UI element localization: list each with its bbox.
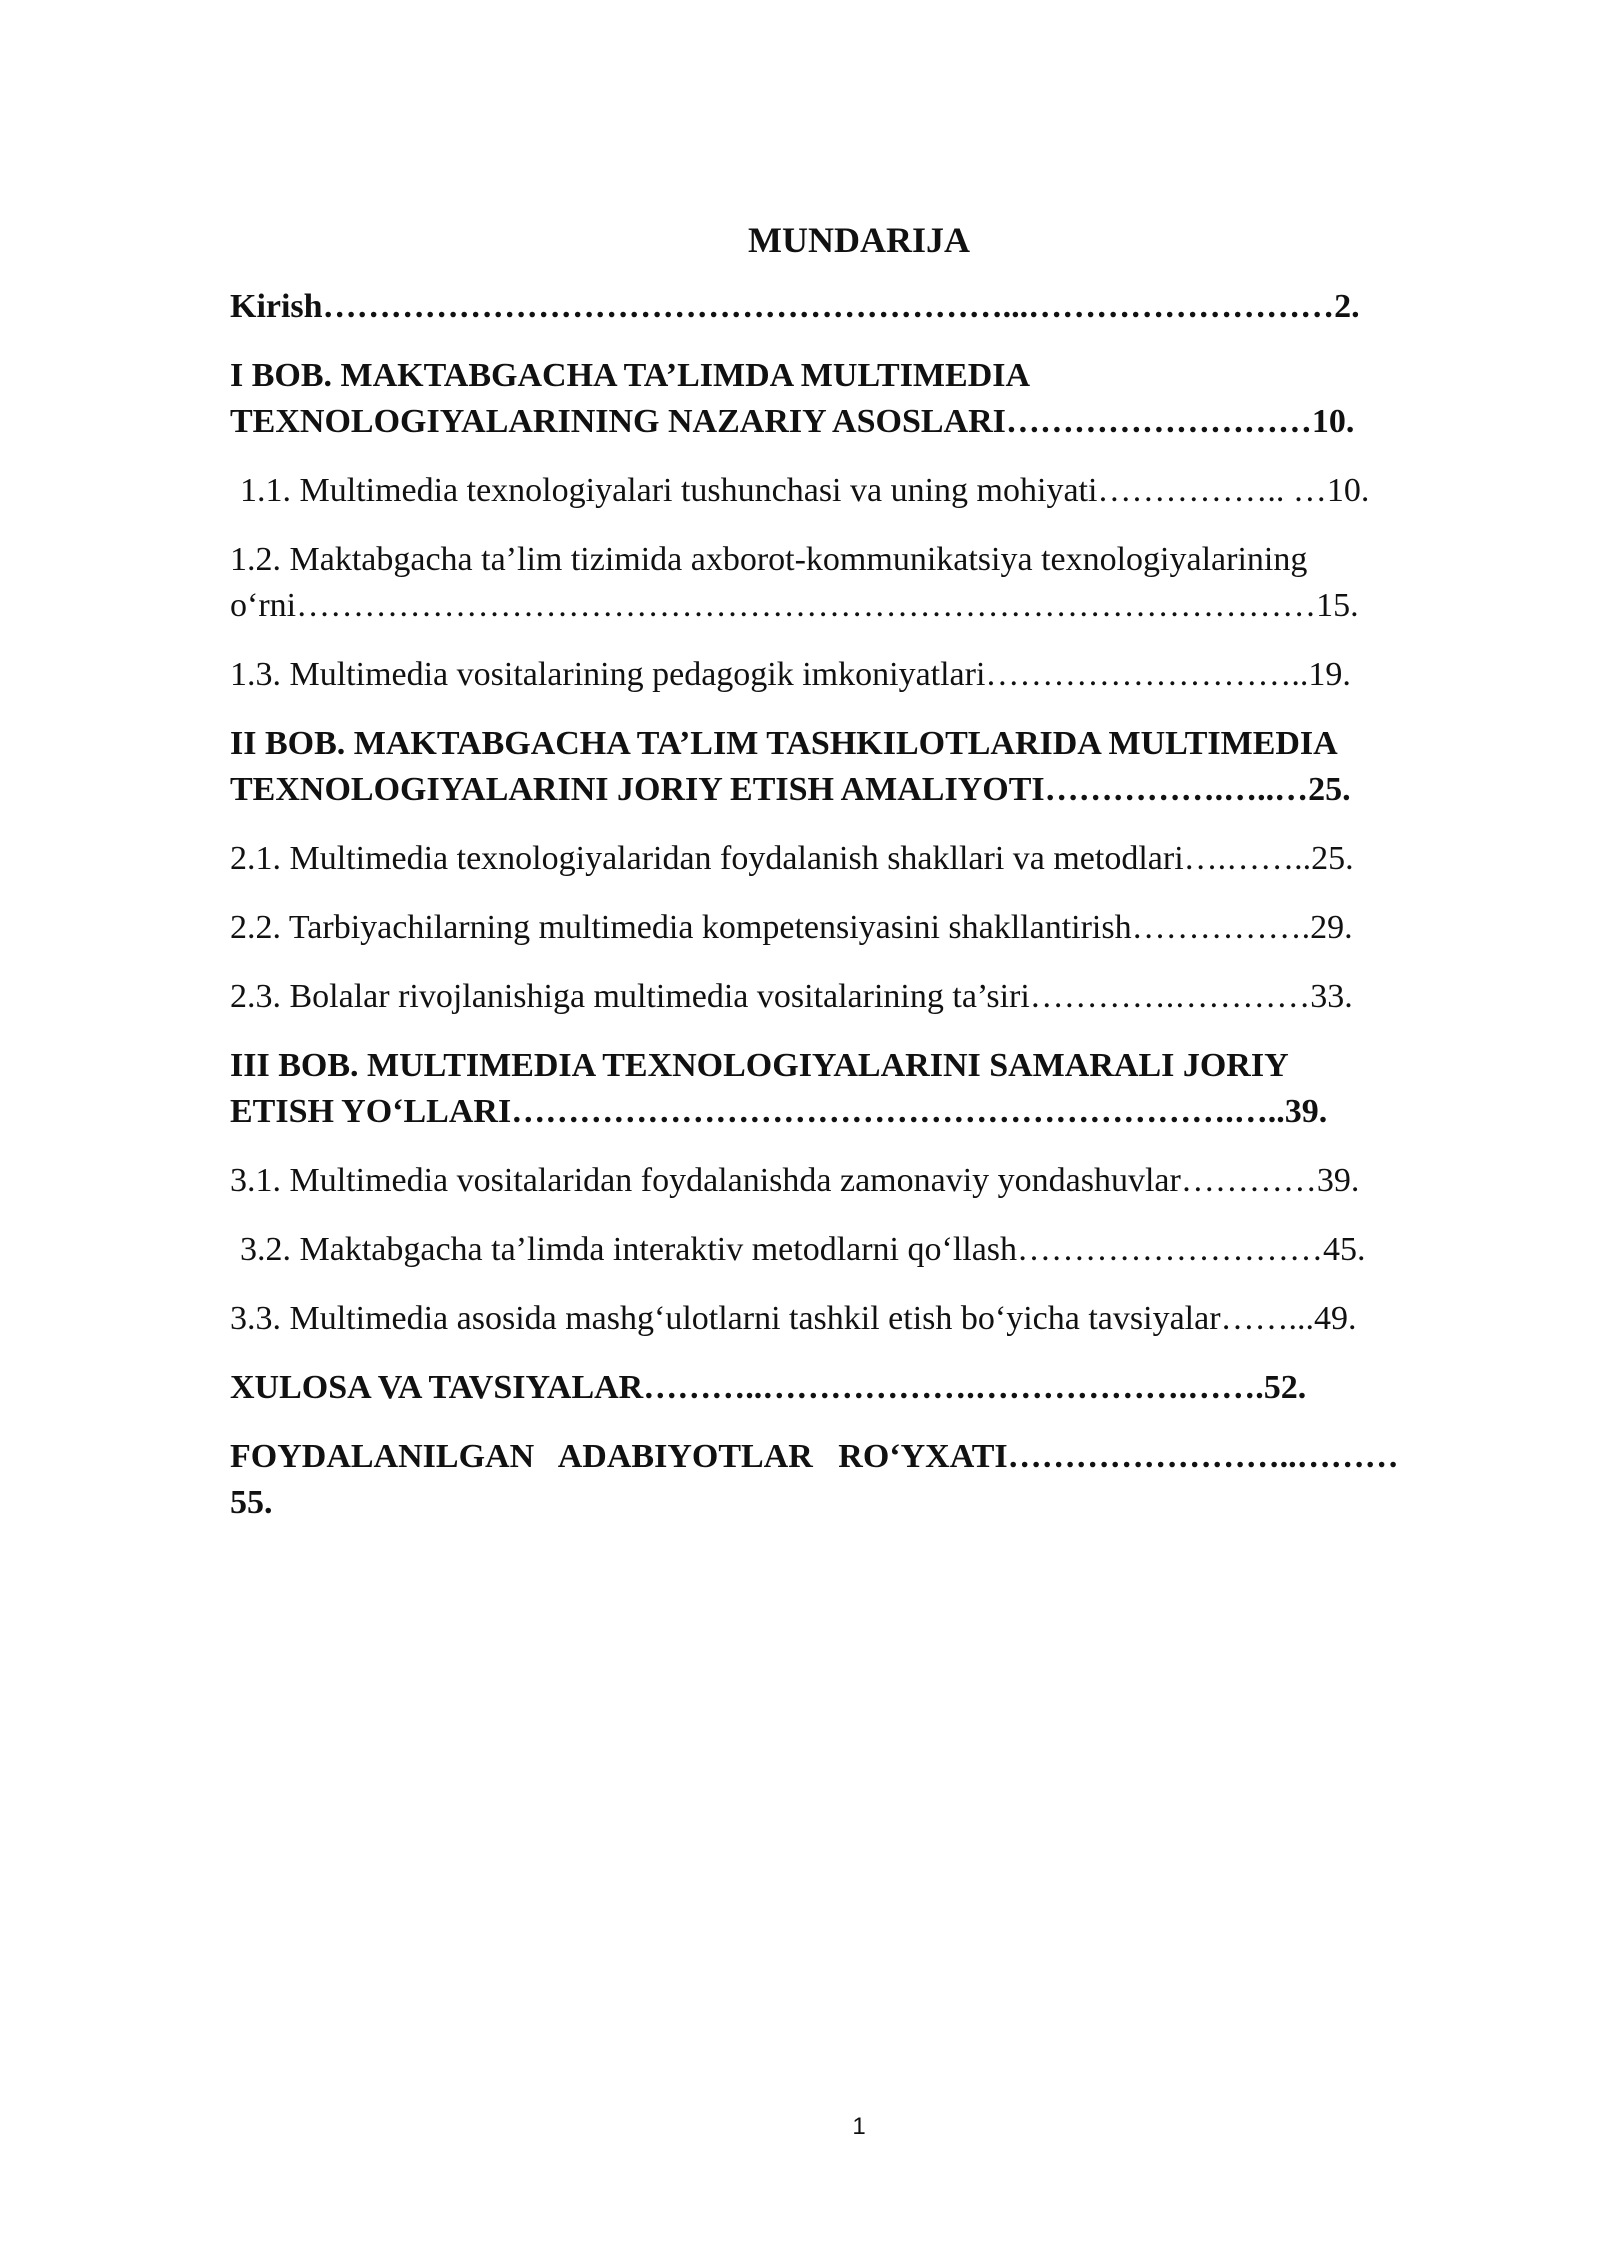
toc-entry-section-3-2: 3.2. Maktabgacha ta’limda interaktiv metodlarni qo‘llash………………………45. bbox=[240, 1231, 1366, 1268]
toc-entry-section-3-1: 3.1. Multimedia vositalaridan foydalanishda zamonaviy yondashuvlar…………39. bbox=[230, 1162, 1360, 1199]
toc-entry-section-2-3: 2.3. Bolalar rivojlanishiga multimedia vositalarining ta’siri………….…………33. bbox=[230, 978, 1353, 1015]
toc-entry-chapter-1: I BOB. MAKTABGACHA TA’LIMDA MULTIMEDIA TEXNOLOGIYALARINING NAZARIY ASOSLARI………………………10. bbox=[230, 357, 1355, 440]
toc-entry-chapter-2: II BOB. MAKTABGACHA TA’LIM TASHKILOTLARIDA MULTIMEDIA TEXNOLOGIYALARINI JORIY ETISH AMALIYOTI…………….…..…25. bbox=[230, 725, 1351, 808]
toc-entry-chapter-3: III BOB. MULTIMEDIA TEXNOLOGIYALARINI SAMARALI JORIY ETISH YO‘LLARI……………………………………………………….…..39. bbox=[230, 1047, 1328, 1130]
page-number: 1 bbox=[852, 2113, 866, 2140]
toc-entry-section-1-3: 1.3. Multimedia vositalarining pedagogik imkoniyatlari………………………..19. bbox=[230, 656, 1351, 693]
toc-entry-section-1-1: 1.1. Multimedia texnologiyalari tushunchasi va uning mohiyati…………….. …10. bbox=[240, 472, 1370, 509]
page-title: MUNDARIJA bbox=[748, 220, 970, 260]
toc-entry-introduction: Kirish……………………………………………………...………………………2. bbox=[230, 288, 1360, 325]
toc-entry-bibliography: FOYDALANILGAN ADABIYOTLAR RO‘YXATI……………………..……… 55. bbox=[230, 1438, 1399, 1521]
toc-entry-section-1-2: 1.2. Maktabgacha ta’lim tizimida axborot-kommunikatsiya texnologiyalarining o‘rni………………………………………………………………………………15. bbox=[230, 541, 1359, 624]
toc-entry-conclusion: XULOSA VA TAVSIYALAR………..……………….……………….…….52. bbox=[230, 1369, 1307, 1406]
table-of-contents bbox=[230, 284, 1490, 1549]
toc-entry-section-3-3: 3.3. Multimedia asosida mashg‘ulotlarni tashkil etish bo‘yicha tavsiyalar……...49. bbox=[230, 1300, 1357, 1337]
toc-entry-section-2-2: 2.2. Tarbiyachilarning multimedia kompetensiyasini shakllantirish…………….29. bbox=[230, 909, 1353, 946]
toc-entry-section-2-1: 2.1. Multimedia texnologiyalaridan foydalanish shakllari va metodlari….……..25. bbox=[230, 840, 1354, 877]
